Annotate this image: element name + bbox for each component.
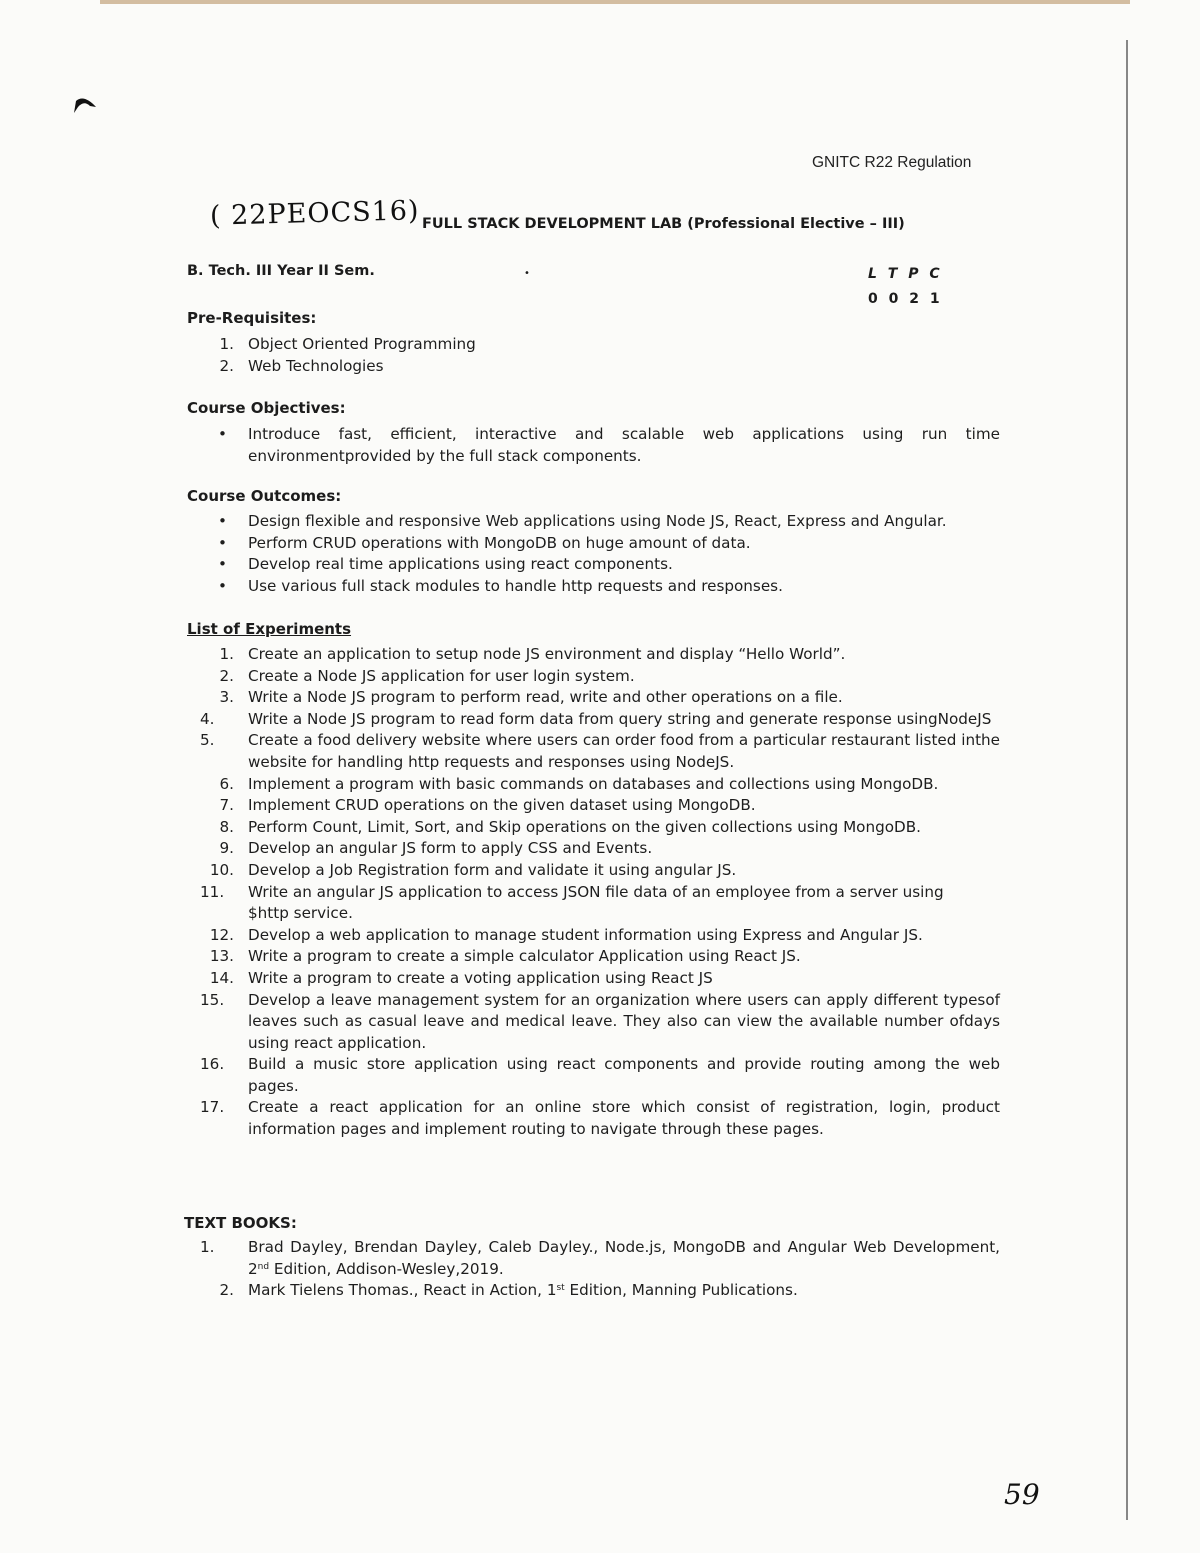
scan-right-edge: [1126, 40, 1128, 1520]
corner-mark-icon: [72, 95, 98, 115]
outcomes-heading: Course Outcomes:: [187, 487, 342, 505]
list-item: • Introduce fast, efficient, interactive and scalable web applications using run time environmentprovided by the full stack components.: [218, 425, 1000, 465]
regulation-label: GNITC R22 Regulation: [812, 154, 972, 171]
list-item: 12. Develop a web application to manage student information using Express and Angular JS.: [209, 925, 923, 944]
list-item: 2. Mark Tielens Thomas., React in Action, 1st Edition, Manning Publications.: [219, 1281, 798, 1300]
list-item: • Perform CRUD operations with MongoDB on huge amount of data.: [218, 533, 751, 552]
course-code: ( 22PEOCS16): [209, 195, 420, 232]
list-item: 11. Write an angular JS application to access JSON file data of an employee from a server using $http service.: [200, 882, 944, 923]
list-item: • Use various full stack modules to handle http requests and responses.: [218, 576, 783, 595]
list-item: 1. Object Oriented Programming: [219, 335, 476, 353]
list-item: 3. Write a Node JS program to perform read, write and other operations on a file.: [219, 688, 843, 707]
experiments-heading: List of Experiments: [187, 620, 352, 638]
experiments-list: [0, 644, 1000, 1141]
scan-top-edge: [100, 0, 1130, 4]
list-item: • Develop real time applications using react components.: [218, 555, 673, 574]
list-item: 1. Brad Dayley, Brendan Dayley, Caleb Dayley., Node.js, MongoDB and Angular Web Development, 2nd Edition, Addison-Wesley,2019.: [200, 1238, 1000, 1278]
ltpc-values: 0 0 2 1: [868, 291, 940, 307]
objectives-list: [0, 424, 1000, 467]
objectives-heading: Course Objectives:: [187, 399, 346, 417]
list-item: 2. Create a Node JS application for user login system.: [219, 666, 635, 685]
list-item: 17. Create a react application for an online store which consist of registration, login, product information pages and implement routing to navigate through these pages.: [200, 1098, 1000, 1139]
list-item: 5. Create a food delivery website where users can order food from a particular restaurant listed inthe website for handling http requests and responses using NodeJS.: [200, 731, 1000, 771]
list-item: 10. Develop a Job Registration form and validate it using angular JS.: [209, 860, 737, 879]
list-item: 7. Implement CRUD operations on the given dataset using MongoDB.: [219, 796, 756, 815]
stray-dot: •: [524, 268, 530, 279]
course-title: FULL STACK DEVELOPMENT LAB (Professional Elective – III): [422, 216, 905, 232]
ltpc-labels: L T P C: [868, 266, 940, 282]
list-item: 9. Develop an angular JS form to apply CSS and Events.: [219, 839, 653, 858]
textbooks-heading: TEXT BOOKS:: [184, 1214, 297, 1232]
prerequisites-list: [0, 334, 1000, 377]
list-item: 13. Write a program to create a simple calculator Application using React JS.: [209, 947, 801, 966]
list-item: 4. Write a Node JS program to read form data from query string and generate response usingNodeJS: [200, 709, 992, 728]
textbooks-list: [0, 1237, 1000, 1302]
outcomes-list: [0, 511, 1000, 597]
list-item: 8. Perform Count, Limit, Sort, and Skip operations on the given collections using MongoDB.: [219, 817, 921, 836]
list-item: 2. Web Technologies: [219, 356, 384, 375]
prerequisites-heading: Pre-Requisites:: [187, 309, 317, 327]
list-item: 15. Develop a leave management system for an organization where users can apply different typesof leaves such as casual leave and medical leave. They also can view the available number ofdays using react application.: [200, 990, 1000, 1052]
list-item: 1. Create an application to setup node JS environment and display “Hello World”.: [219, 645, 846, 663]
list-item: 16. Build a music store application using react components and provide routing among the web pages.: [200, 1055, 1000, 1095]
list-item: 6. Implement a program with basic commands on databases and collections using MongoDB.: [219, 774, 939, 793]
list-item: 14. Write a program to create a voting application using React JS: [209, 968, 713, 987]
list-item: • Design flexible and responsive Web applications using Node JS, React, Express and Angular.: [218, 512, 947, 530]
year-semester: B. Tech. III Year II Sem.: [187, 263, 375, 279]
ltpc-block: [868, 262, 940, 312]
page-number: 59: [1004, 1478, 1040, 1511]
